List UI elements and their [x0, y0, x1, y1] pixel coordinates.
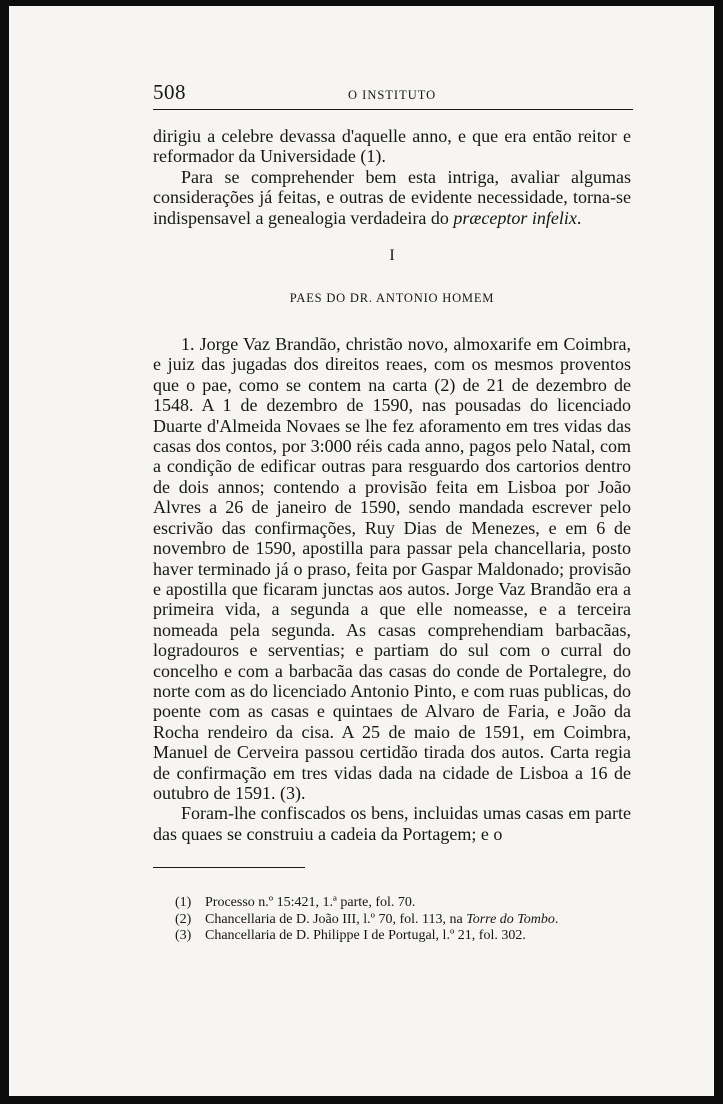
page-header: [153, 80, 633, 106]
footnote-1: [175, 895, 635, 912]
footnote-text: Processo n.º 15:421, 1.ª parte, fol. 70.: [205, 895, 416, 910]
footnote-mark: (2): [175, 911, 192, 927]
footnote-mark: (3): [175, 928, 192, 943]
footnote-3: [175, 928, 635, 945]
section-body: [153, 334, 631, 844]
footnote-rule: [153, 867, 305, 868]
footnote-2: [175, 912, 635, 929]
running-title: O INSTITUTO: [348, 88, 437, 102]
page-number: 508: [153, 80, 186, 104]
footnote-mark: (1): [175, 895, 192, 910]
intro-paragraph-2-italic: præceptor infelix: [453, 207, 577, 228]
footnote-after: .: [554, 911, 559, 927]
header-rule: [153, 109, 633, 110]
footnote-text: Chancellaria de D. Philippe I de Portugal, l.º 21, fol. 302.: [205, 928, 526, 943]
intro-paragraph-2: [153, 167, 631, 228]
intro-paragraph-2-text: Para se comprehender bem esta intriga, avaliar algumas considerações já feitas, e outras de evidente necessidade, torna-se indispensavel a genealogia verdadeira do: [153, 166, 631, 228]
footnote-text: Chancellaria de D. João III, l.º 70, fol. 113, na: [205, 911, 467, 927]
section-title: PAES DO DR. ANTONIO HOMEM: [289, 291, 495, 306]
footnote-italic: Torre do Tombo: [466, 911, 555, 927]
footnotes: [175, 895, 635, 945]
book-page: [9, 6, 714, 1096]
section-numeral: I: [389, 247, 395, 265]
section-paragraph-2: Foram-lhe confiscados os bens, incluidas umas casas em parte das quaes se construiu a cadeia da Portagem; e o: [153, 803, 631, 844]
intro-paragraph-2-end: .: [576, 207, 582, 228]
intro-paragraph-1: dirigiu a celebre devassa d'aquelle anno, e que era então reitor e reformador da Universidade (1).: [153, 126, 631, 167]
body-text: [153, 126, 631, 844]
section-paragraph-1: 1. Jorge Vaz Brandão, christão novo, almoxarife em Coimbra, e juiz das jugadas dos direitos reaes, com os mesmos proventos que o pae, como se contem na carta (2) de 21 de dezembro de 1548. A 1 de dezembro de 1590, nas pousadas do licenciado Duarte d'Almeida Novaes se lhe fez aforamento em tres vidas das casas dos contos, por 3:000 réis cada anno, pagos pelo Natal, com a condição de edificar outras para resguardo dos cartorios dentro de dois annos; contendo a provisão feita em Lisboa por João Alvres a 26 de janeiro de 1590, sendo mandada escrever pelo escrivão das confirmações, Ruy Dias de Menezes, e em 6 de novembro de 1590, apostilla para passar pela chancellaria, posto haver terminado já o praso, feita por Gaspar Maldonado; provisão e apostilla que ficaram junctas aos autos. Jorge Vaz Brandão era a primeira vida, a segunda a que elle nomeasse, e a terceira nomeada pela segunda. As casas comprehendiam barbacãas, logradouros e serventias; e partiam do sul com o curral do concelho e com a barbacãa das casas do conde de Portalegre, do norte com as do licenciado Antonio Pinto, e com ruas publicas, do poente com as casas e quintaes de Alvaro de Faria, e João da Rocha rendeiro da cisa. A 25 de maio de 1591, em Coimbra, Manuel de Cerveira passou certidão tirada dos autos. Carta regia de confirmação em tres vidas dada na cidade de Lisboa a 16 de outubro de 1591. (3).: [153, 334, 631, 803]
